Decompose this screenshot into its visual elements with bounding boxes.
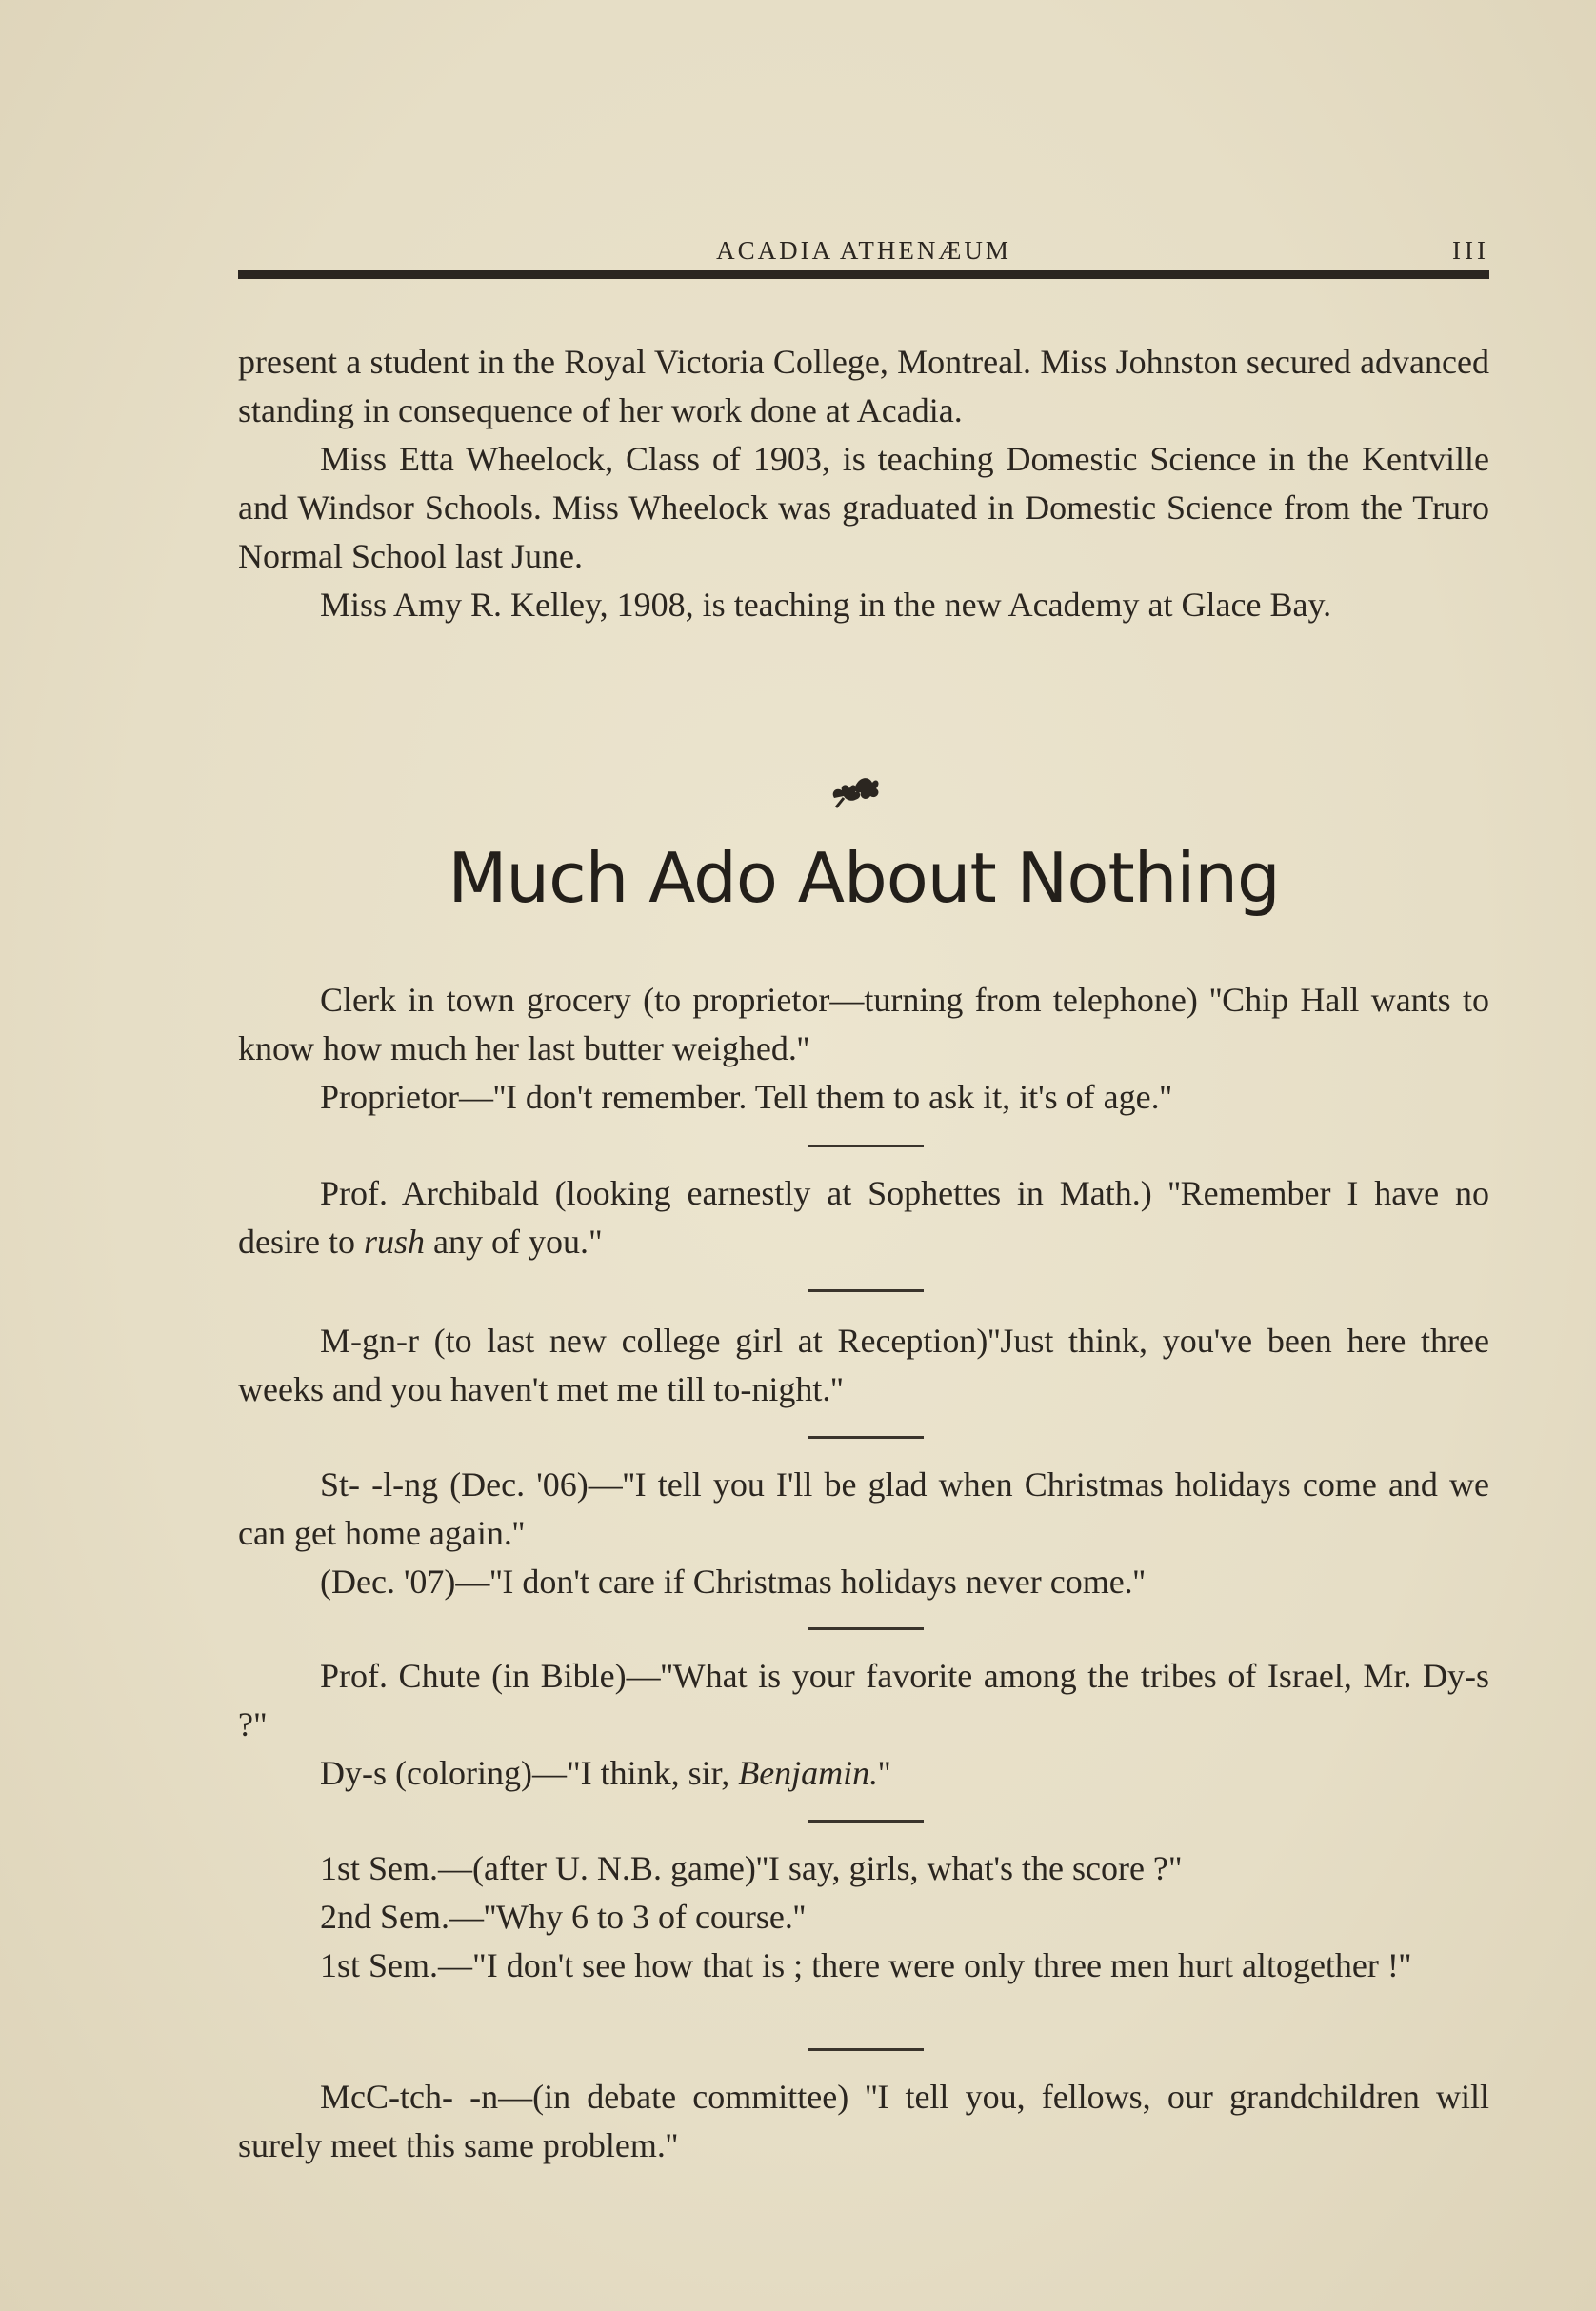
intro-text (238, 338, 1489, 629)
journal-title: ACADIA ATHENÆUM (716, 236, 1011, 265)
paragraph: Miss Etta Wheelock, Class of 1903, is teaching Domestic Science in the Kentville and Windsor Schools. Miss Wheelock was graduated in Domestic Science from the Truro Normal School last June. (238, 440, 1489, 575)
paragraph: 1st Sem.—(after U. N.B. game)''I say, girls, what's the score ?" (320, 1849, 1183, 1887)
paragraph: St- -l-ng (Dec. '06)—''I tell you I'll be glad when Christmas holidays come and we can get home again.'' (238, 1465, 1489, 1552)
paragraph: Proprietor—''I don't remember. Tell them to ask it, it's of age.'' (320, 1078, 1172, 1116)
paragraph: 2nd Sem.—''Why 6 to 3 of course.'' (320, 1898, 806, 1936)
joke-5 (238, 1652, 1489, 1798)
separator-rule (808, 1627, 924, 1630)
paragraph: M-gn-r (to last new college girl at Reception)''Just think, you've been here three weeks and you haven't met me till to-night.'' (238, 1322, 1489, 1408)
italic-text: Benjamin. (738, 1754, 879, 1792)
text-run: Prof. Archibald (looking earnestly at Sophettes in Math.) ''Remember I have no desire to (238, 1174, 1489, 1261)
text-run: any of you." (425, 1223, 603, 1261)
joke-6 (238, 1844, 1489, 1990)
separator-rule (808, 1820, 924, 1823)
separator-rule (808, 1145, 924, 1147)
paragraph: Prof. Chute (in Bible)—''What is your favorite among the tribes of Israel, Mr. Dy-s ?" (238, 1657, 1489, 1743)
paragraph: Miss Amy R. Kelley, 1908, is teaching in the new Academy at Glace Bay. (320, 586, 1332, 624)
paragraph: Clerk in town grocery (to proprietor—turning from telephone) ''Chip Hall wants to know how much her last butter weighed.'' (238, 981, 1489, 1067)
separator-rule (808, 1289, 924, 1292)
paragraph (238, 1169, 1489, 1266)
paragraph (238, 1749, 1489, 1798)
joke-2 (238, 1169, 1489, 1266)
paragraph: present a student in the Royal Victoria College, Montreal. Miss Johnston secured advanced standing in consequence of her work done at Acadia. (238, 343, 1489, 429)
paragraph: McC-tch- -n—(in debate committee) ''I tell you, fellows, our grandchildren will surely meet this same problem.'' (238, 2078, 1489, 2164)
paragraph: (Dec. '07)—''I don't care if Christmas holidays never come.'' (320, 1563, 1146, 1601)
text-run: Dy-s (coloring)—"I think, sir, (320, 1754, 739, 1792)
separator-rule (808, 2048, 924, 2051)
italic-text: rush (363, 1223, 425, 1261)
paragraph: 1st Sem.—"I don't see how that is ; there were only three men hurt altogether !'' (320, 1946, 1411, 1984)
joke-4 (238, 1461, 1489, 1606)
separator-rule (808, 1436, 924, 1439)
header-rule (238, 270, 1489, 279)
running-header (238, 232, 1489, 270)
joke-7 (238, 2073, 1489, 2170)
joke-1 (238, 976, 1489, 1122)
page-number: III (1452, 236, 1489, 265)
joke-3 (238, 1317, 1489, 1414)
text-run: '' (878, 1754, 891, 1792)
leaf-ornament-icon (827, 769, 884, 811)
section-heading: Much Ado About Nothing (448, 838, 1280, 918)
